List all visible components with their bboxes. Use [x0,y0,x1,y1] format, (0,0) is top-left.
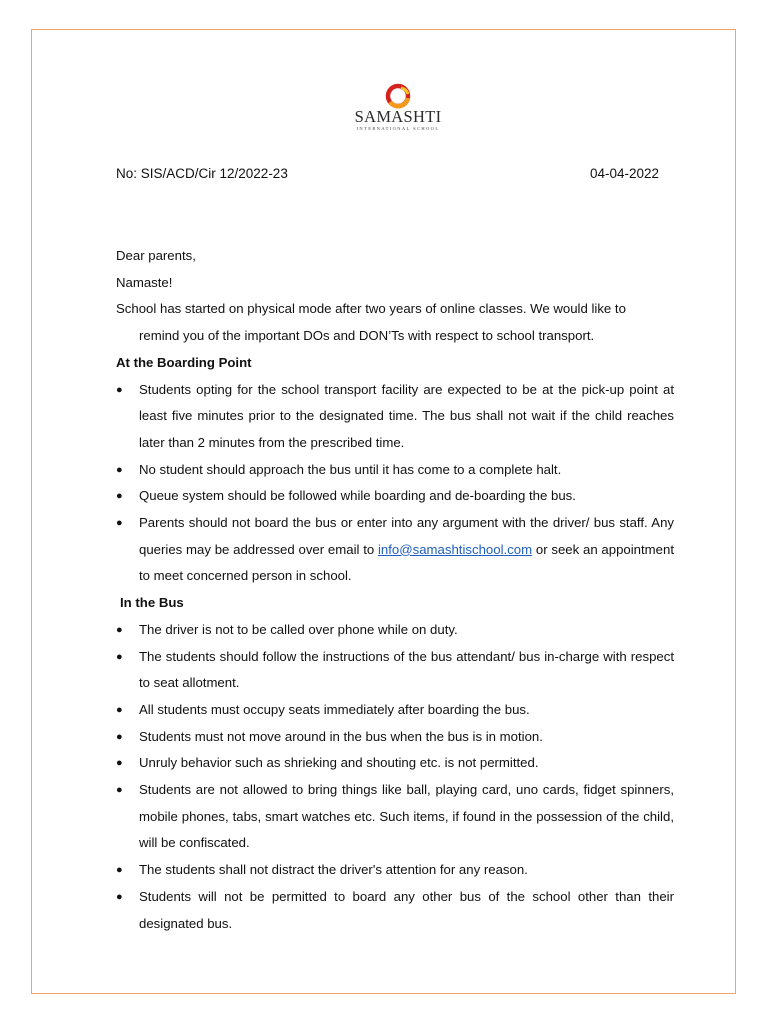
logo-subtitle: INTERNATIONAL SCHOOL [356,126,440,131]
bullet-icon: ● [116,517,123,530]
bullet-icon: ● [116,730,123,743]
section-heading-boarding-point: At the Boarding Point [116,354,252,370]
intro-paragraph [116,296,674,349]
letter-body [116,243,674,937]
boarding-point-list [116,377,674,591]
intro-line-1: School has started on physical mode after two years of online classes. We would like to [116,301,626,317]
in-the-bus-list [116,617,674,937]
bullet-icon: ● [116,864,123,877]
list-item: ● Students are not allowed to bring things like ball, playing card, uno cards, fidget spinners, mobile phones, tabs, smart watches etc. Such items, if found in the possession of the child, will be confiscated. [116,777,674,857]
bullet-icon: ● [116,757,123,770]
school-logo [343,82,453,132]
list-item: ● The students should follow the instructions of the bus attendant/ bus in-charge with respect to seat allotment. [116,644,674,697]
list-item: ● Students must not move around in the bus when the bus is in motion. [116,724,674,751]
list-item: ● Unruly behavior such as shrieking and shouting etc. is not permitted. [116,750,674,777]
logo-swirl-icon [381,82,415,110]
circular-reference: No: SIS/ACD/Cir 12/2022-23 [116,166,288,181]
bullet-icon: ● [116,623,123,636]
greeting: Namaste! [116,274,173,290]
logo-name: SAMASHTI [354,107,442,126]
intro-line-2: remind you of the important DOs and DON’Ts with respect to school transport. [139,328,595,344]
list-item: ● The students shall not distract the driver's attention for any reason. [116,857,674,884]
list-item-parents: ● Parents should not board the bus or enter into any argument with the driver/ bus staff. Any queries may be addressed over email to info@samashtischool.com or seek an appointment to meet concerned person in school. [116,510,674,590]
bullet-icon: ● [116,703,123,716]
list-item: ● All students must occupy seats immediately after boarding the bus. [116,697,674,724]
salutation: Dear parents, [116,248,196,263]
bullet-icon: ● [116,463,123,476]
bullet-icon: ● [116,650,123,663]
circular-date: 04-04-2022 [590,166,660,181]
bullet-icon: ● [116,784,123,797]
list-item: ● Queue system should be followed while boarding and de-boarding the bus. [116,483,674,510]
bullet-icon: ● [116,383,123,396]
bullet-icon: ● [116,490,123,503]
list-item: ● Students will not be permitted to board any other bus of the school other than their designated bus. [116,884,674,937]
list-item: ● Students opting for the school transport facility are expected to be at the pick-up point at least five minutes prior to the designated time. The bus shall not wait if the child reaches later than 2 minutes from the prescribed time. [116,377,674,457]
section-heading-in-the-bus: In the Bus [120,595,184,611]
bullet-icon: ● [116,890,123,903]
email-link[interactable]: info@samashtischool.com [377,541,533,557]
list-item: ● The driver is not to be called over phone while on duty. [116,617,674,644]
list-item: ● No student should approach the bus until it has come to a complete halt. [116,457,674,484]
